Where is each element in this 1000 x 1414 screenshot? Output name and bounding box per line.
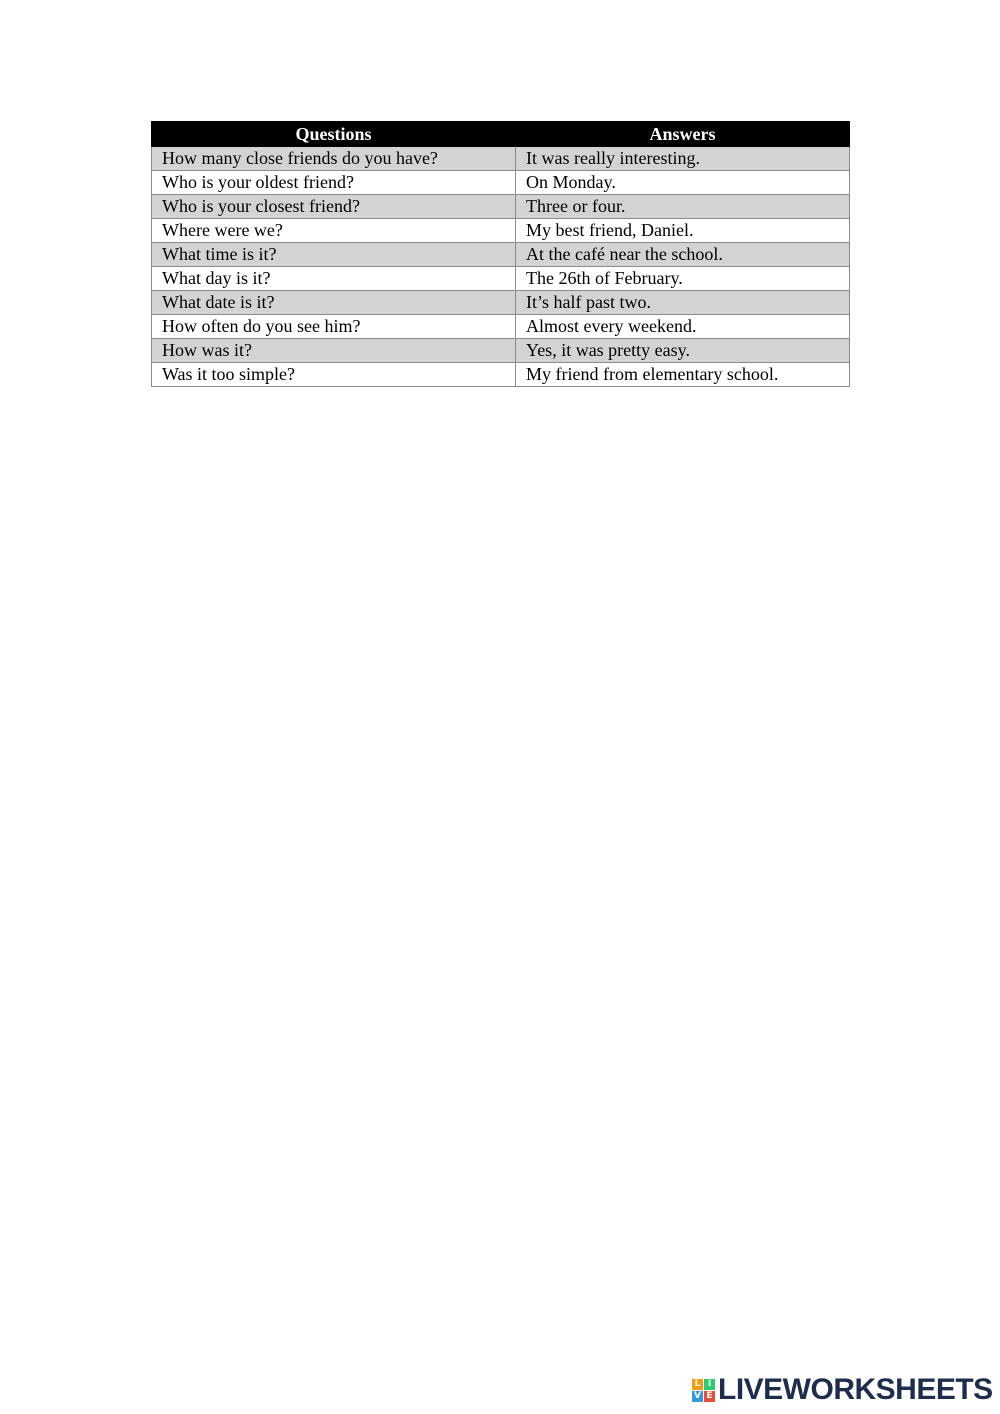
logo-mark-letter: E <box>704 1391 715 1402</box>
question-cell: Was it too simple? <box>152 363 516 387</box>
question-cell: How often do you see him? <box>152 315 516 339</box>
answer-cell: It’s half past two. <box>516 291 850 315</box>
question-cell: What date is it? <box>152 291 516 315</box>
answer-cell: Almost every weekend. <box>516 315 850 339</box>
table-row <box>152 339 850 363</box>
question-cell: What day is it? <box>152 267 516 291</box>
question-cell: Where were we? <box>152 219 516 243</box>
answer-cell: Yes, it was pretty easy. <box>516 339 850 363</box>
answer-cell: On Monday. <box>516 171 850 195</box>
questions-answers-table <box>151 121 850 387</box>
logo-mark-letter: I <box>704 1379 715 1390</box>
logo-mark-letter: V <box>692 1391 703 1402</box>
table-row <box>152 219 850 243</box>
table-row <box>152 195 850 219</box>
table-row <box>152 363 850 387</box>
table-row <box>152 147 850 171</box>
answer-cell: Three or four. <box>516 195 850 219</box>
answer-cell: My best friend, Daniel. <box>516 219 850 243</box>
liveworksheets-logo <box>692 1373 993 1406</box>
table-row <box>152 315 850 339</box>
table-row <box>152 243 850 267</box>
answer-cell: The 26th of February. <box>516 267 850 291</box>
answer-cell: It was really interesting. <box>516 147 850 171</box>
answer-cell: My friend from elementary school. <box>516 363 850 387</box>
question-cell: What time is it? <box>152 243 516 267</box>
question-cell: How many close friends do you have? <box>152 147 516 171</box>
question-cell: Who is your closest friend? <box>152 195 516 219</box>
questions-header: Questions <box>152 122 516 147</box>
logo-mark-letter: L <box>692 1379 703 1390</box>
table-row <box>152 291 850 315</box>
answer-cell: At the café near the school. <box>516 243 850 267</box>
question-cell: Who is your oldest friend? <box>152 171 516 195</box>
table-row <box>152 171 850 195</box>
logo-mark-icon <box>692 1379 715 1402</box>
table-row <box>152 267 850 291</box>
logo-wordmark: LIVEWORKSHEETS <box>718 1373 993 1406</box>
answers-header: Answers <box>516 122 850 147</box>
table-body <box>152 147 850 387</box>
question-cell: How was it? <box>152 339 516 363</box>
table-header-row <box>152 122 850 147</box>
